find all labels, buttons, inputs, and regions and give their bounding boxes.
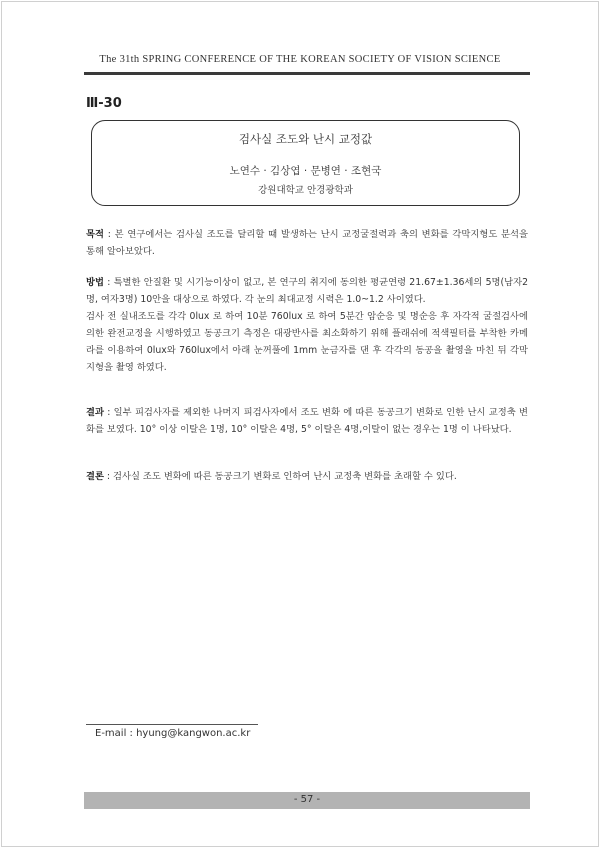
- conference-header: The 31th SPRING CONFERENCE OF THE KOREAN SOCIETY OF VISION SCIENCE: [99, 54, 501, 65]
- method-text-2: 검사 전 실내조도를 각각 0lux 로 하여 10분 760lux 로 하여 5분간 암순응 및 명순응 후 자각적 굴절검사에 의한 완전교정을 시행하였고 동공크기 측정은 대광반사를 최소화하기 위해 플래쉬에 적색필터를 부착한 카메라를 이용하여 0lux와 760lux에서 아래 눈꺼풀에 1mm 눈금자를 댄 후 각각의 동공을 촬영을 마친 뒤 각막지형을 촬영 하였다.: [86, 311, 528, 373]
- results-section: [86, 404, 528, 438]
- footer-bar: [84, 792, 530, 809]
- session-code: Ⅲ-30: [86, 96, 122, 111]
- conclusion-text: : 검사실 조도 변화에 따른 동공크기 변화로 인하여 난시 교정축 변화를 초래할 수 있다.: [103, 471, 457, 482]
- footnote-rule: [86, 724, 258, 725]
- affiliation: 강원대학교 안경광학과: [258, 185, 353, 196]
- purpose-text: : 본 연구에서는 검사실 조도를 달리할 때 발생하는 난시 교정굴절력과 축의 변화를 각막지형도 분석을 통해 알아보았다.: [86, 229, 528, 257]
- results-text: : 일부 피검사자를 제외한 나머지 피검사자에서 조도 변화 에 따른 동공크기 변화로 인한 난시 교정축 변화를 보였다. 10° 이상 이탈은 1명, 10° 이탈은 4명, 5° 이탈은 4명,이탈이 없는 경우는 1명 이 나타났다.: [86, 407, 528, 435]
- authors: 노연수 · 김상엽 · 문병연 · 조현국: [229, 165, 382, 177]
- email-footnote: E-mail : hyung@kangwon.ac.kr: [95, 728, 251, 739]
- purpose-section: [86, 226, 528, 260]
- method-label: 방법: [86, 277, 104, 288]
- results-label: 결과: [86, 407, 104, 418]
- purpose-label: 목적: [86, 229, 104, 240]
- method-text-1: : 특별한 안질환 및 시기능이상이 없고, 본 연구의 취지에 동의한 평균연령 21.67±1.36세의 5명(남자2명, 여자3명) 10안을 대상으로 하였다. 각 눈의 최대교정 시력은 1.0~1.2 사이였다.: [86, 277, 528, 305]
- page-number: - 57 -: [293, 794, 321, 805]
- title-box: [91, 120, 520, 206]
- paper-title: 검사실 조도와 난시 교정값: [238, 132, 373, 146]
- method-section: [86, 274, 528, 376]
- conclusion-label: 결론: [86, 471, 104, 482]
- conclusion-section: [86, 468, 528, 485]
- header-rule: [84, 72, 530, 75]
